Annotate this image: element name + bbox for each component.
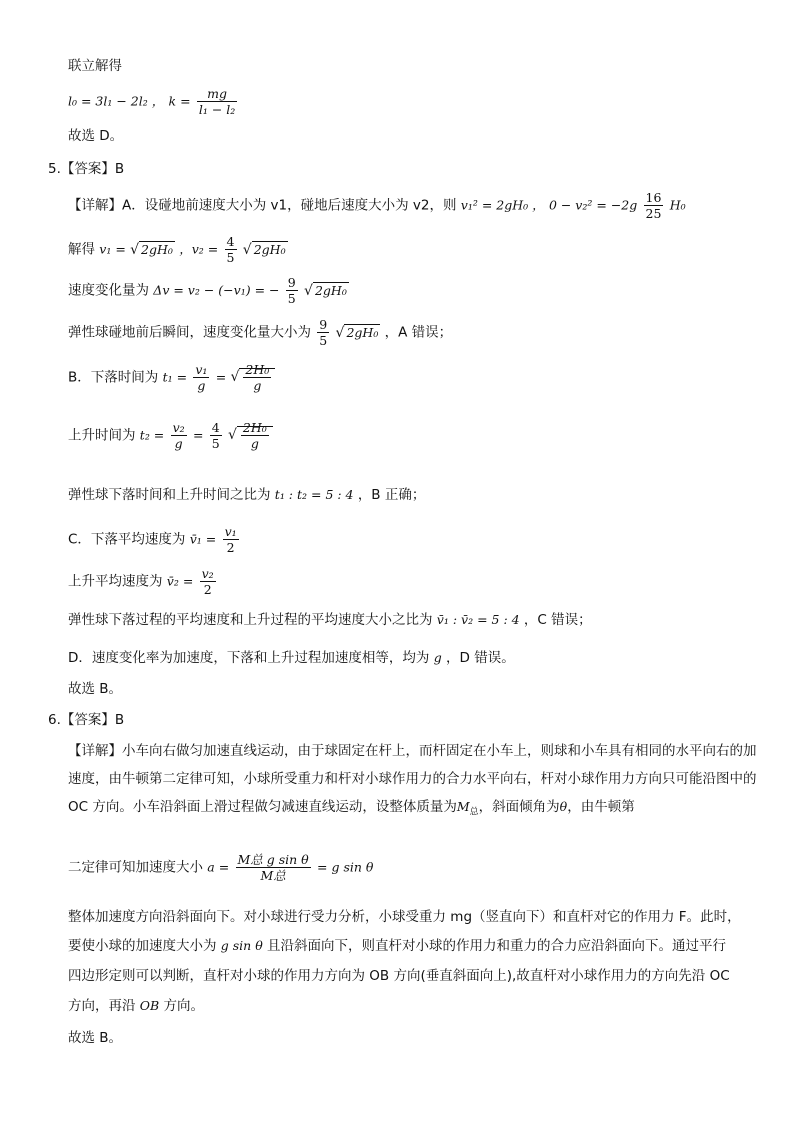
formula: H₀ [669,197,686,213]
fraction [286,275,298,306]
formula: Δv = v₂ − (−v₁) = − [153,282,280,298]
text: 速度变化量为 [68,282,149,299]
text: 解得 [68,241,95,258]
text: 且沿斜面向下，则直杆对小球的作用力和重力的合力应沿斜面向下。通过平行 [267,938,727,954]
fraction-denominator: 2 [203,582,212,597]
answer-heading-5 [48,160,124,178]
formula: v̄₂ = [166,573,194,589]
text: ，由牛顿第 [567,799,635,815]
fraction-numerator: 16 [645,190,662,205]
text: ，斜面倾角为 [478,799,560,815]
text-line [68,486,425,504]
text: 四边形定则可以判断，直杆对小球的作用力方向为 OB 方向(垂直斜面向上),故直杆对小球作用力的方向先沿 OC [68,968,730,984]
formula: v₁ = [99,241,126,257]
fraction-numerator: 4 [211,420,220,435]
fraction-denominator: 5 [319,333,328,348]
sqrt: √ 2gH₀ [304,282,347,299]
text: 要使小球的加速度大小为 [68,938,217,954]
sqrt: √ $\frac{\text{2H₀}}{g}$ [231,362,276,393]
text: D．速度变化率为加速度，下落和上升过程加速度相等，均为 [68,650,430,666]
formula-l0: l₀ = 3l₁ − 2l₂ ， [68,93,165,109]
text-line [68,1029,122,1047]
fraction-denominator: M总 [260,868,286,883]
fraction-numerator: mg [197,86,237,102]
formula-theta: θ [559,799,568,814]
fraction-denominator: g [197,378,206,393]
fraction [193,362,209,393]
fraction-denominator: 5 [226,250,235,265]
text-line [68,680,122,698]
text: ，B 正确； [357,487,426,503]
fraction-numerator: 9 [319,317,328,332]
fraction [236,852,311,883]
text: 5.【答案】B [48,161,125,177]
text-line [68,362,275,398]
text: 弹性球下落时间和上升时间之比为 [68,487,271,503]
text-line [68,566,218,598]
fraction-numerator: M总 g sin θ [237,852,309,867]
text: 故选 B。 [68,1030,123,1046]
sqrt-body: 2gH₀ [141,241,173,257]
sqrt: √ 2gH₀ [130,241,173,258]
text-line [68,852,373,886]
text-line [68,420,273,456]
formula: v̄₁ : v̄₂ = 5 : 4 [436,612,520,627]
formula: v₁² = 2gH₀ ， [460,197,545,213]
text: 二定律可知加速度大小 [68,859,203,876]
formula: = g sin θ [317,859,374,875]
formula: g [433,650,442,665]
text: 联立解得 [68,58,122,74]
text: 【详解】小车向右做匀加速直线运动，由于球固定在杆上，而杆固定在小车上，则球和小车具有相同的水平向右的加速度，由牛顿第二定律可知，小球所受重力和杆对小球作用力的合力水平向右，杆对小球作用力方向只可能沿图中的 OC 方向。小车沿斜面上滑过程做匀减速直线运动，设整体质量为 [68,743,757,815]
fraction-denominator: g [250,436,259,451]
fraction [317,317,329,348]
formula: = [192,427,204,443]
formula: v̄₁ = [189,531,217,547]
text: C．下落平均速度为 [68,531,186,548]
text: 故选 D。 [68,128,124,144]
fraction [644,190,664,221]
formula-M-total: $M_总$ [456,799,479,818]
formula: t₁ : t₂ = 5 : 4 [274,487,354,502]
text: 弹性球下落过程的平均速度和上升过程的平均速度大小之比为 [68,612,433,628]
sqrt-body: 2gH₀ [314,282,347,298]
text-line [68,127,123,145]
text-line [68,234,288,266]
text-line [68,908,741,926]
fraction-denominator: 5 [211,436,220,451]
fraction-numerator: v₁ [224,524,237,539]
fraction [200,566,216,597]
formula: 0 − v₂² = −2g [548,197,638,213]
text: ，D 错误。 [446,650,515,666]
fraction-numerator: 4 [226,234,235,249]
formula: t₁ = [162,369,188,385]
explanation-paragraph [68,737,758,827]
text: ，A 错误； [384,324,453,341]
fraction-numerator: v₁ [195,362,208,377]
fraction-denominator: g [174,436,183,451]
text-line [68,317,452,349]
text: 方向，再沿 [68,998,136,1014]
text-line [68,997,204,1015]
fraction [171,420,187,451]
fraction [241,420,269,451]
formula: a = [207,859,230,875]
text-line [68,190,686,222]
text: 上升平均速度为 [68,573,163,590]
formula: g sin θ [220,938,263,953]
fraction-numerator: 2H₀ [242,420,267,435]
fraction-denominator: 5 [287,291,296,306]
text: 6.【答案】B [48,712,125,728]
text-line [68,275,349,307]
sqrt: √ $\frac{\text{2H₀}}{g}$ [228,420,273,451]
formula-line [68,86,239,116]
text: 故选 B。 [68,681,123,697]
text: ，C 错误； [523,612,592,628]
formula: = [215,369,227,385]
text: 上升时间为 [68,427,136,444]
fraction-denominator: l₁ − l₂ [198,102,236,117]
text-line [68,649,515,667]
fraction-denominator: 2 [226,540,235,555]
text-line [68,967,730,985]
fraction-numerator: v₂ [201,566,214,581]
fraction-numerator: 9 [287,275,296,290]
fraction-numerator: 2H₀ [245,362,270,377]
text-line [68,611,592,629]
fraction-k [197,86,237,117]
text: 弹性球碰地前后瞬间，速度变化量大小为 [68,324,311,341]
formula: OB [139,998,160,1013]
sqrt: √ 2gH₀ [242,241,286,258]
text: 方向。 [163,998,205,1014]
formula: t₂ = [139,427,165,443]
fraction-denominator: 25 [645,206,662,221]
sqrt-body: 2gH₀ [253,241,286,257]
answer-heading-6 [48,711,124,729]
fraction [210,420,222,451]
text: B．下落时间为 [68,369,159,386]
text-line [68,524,241,556]
fraction [225,234,237,265]
formula: ，v₂ = [179,241,219,257]
text: 【详解】A．设碰地前速度大小为 v1，碰地后速度大小为 v2，则 [68,197,457,214]
fraction-numerator: v₂ [172,420,185,435]
fraction-denominator: g [253,378,262,393]
fraction [223,524,239,555]
text: 整体加速度方向沿斜面向下。对小球进行受力分析，小球受重力 mg（竖直向下）和直杆对它的作用力 F。此时， [68,909,741,925]
text-line [68,937,726,955]
fraction [243,362,271,393]
text-line [68,57,122,75]
sqrt-body: 2gH₀ [346,324,379,340]
sqrt: √ 2gH₀ [335,324,379,341]
formula-k: k = [168,93,191,109]
